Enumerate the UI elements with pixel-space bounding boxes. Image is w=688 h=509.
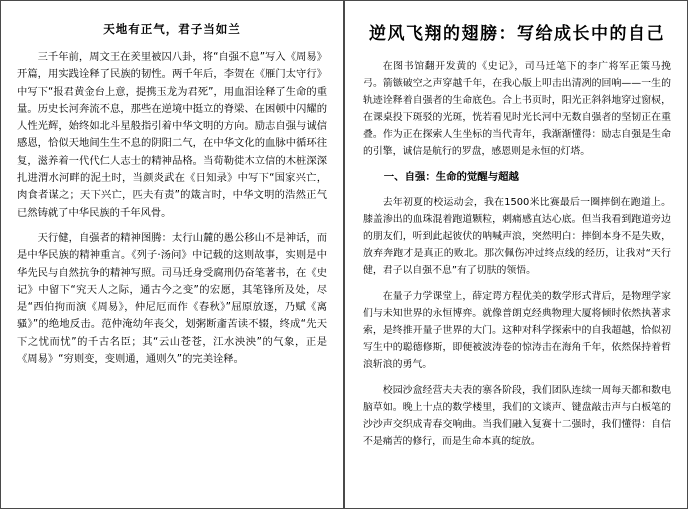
right-paragraph-2: 去年初夏的校运动会，我在1500米比赛最后一圈摔倒在跑道上。膝盖渗出的血珠混着跑道颗粒，刺痛感直达心底。但当我看到跑道旁边的朋友们，听到此起彼伏的呐喊声浪，突然明白：摔倒本身不是失败，放弃奔跑才是真正的败北。那次佩伤冲过终点线的经历，让我对“天行健，君子以自强不息”有了切肤的领悟。 (363, 196, 671, 276)
right-paragraph-4: 校园沙盒经营夫夫表的寨各阶段，我们团队连续一周每天都和数电脑草如。晚上十点的数学楼里，我们的文谈声、键盘敲击声与白板笔的沙沙声交织成青春交响曲。当我们融入复赛十二强时，我们懂得：自信不是痛苦的修行，而是生命本真的绽放。 (363, 385, 671, 448)
left-article-title: 天地有正气，君子当如兰 (103, 22, 241, 36)
right-paragraph-3: 在量子力学课堂上，薛定谔方程优美的数学形式背后，是物理学家们与未知世界的永恒博弈。就像普朗克经典物理大厦将倾时依然执著求索，是终推开量子世界的大门。这种对科学探索中的自我超越，恰似初写生中的聪德修斯，即便被波涛卷的惊涛击在海角千年，依然保持着哲浪斩浪的勇气。 (363, 290, 671, 371)
right-section-heading: 一、自强：生命的觉醒与超越 (383, 171, 519, 184)
right-article-title: 逆风飞翔的翅膀：写给成长中的自己 (369, 24, 665, 44)
left-paragraph-2: 天行健，自强者的精神图腾：太行山麓的愚公移山不是神话，而是中华民族的精神重言。《列子·汤问》中记载的这则故事，实则是中华先民与自然抗争的精神写照。司马迁身受腐刑仍奋笔著书，在《史记》中留下“究天人之际，通古今之变”的宏愿，其笔锋所及处，尽是“西伯拘而演《周易》，仲尼厄而作《春秋》”屈原放逐，乃赋《离骚》”的绝地反击。范仲淹幼年丧父，划粥断齑苦读不辍，终成“先天下之忧而忧”的千古名臣；其“云山苍苍，江水泱泱”的气象，正是《周易》“穷则变，变则通，通则久”的完美诠释。 (17, 231, 327, 366)
right-paragraph-1: 在图书馆翻开发黄的《史记》，司马迁笔下的李广将军正策马挽弓。箭镞破空之声穿越千年，在我心版上叩击出清冽的回响——一生的轨迹诠释着自强者的生命底色。合上书页时，阳光正斜斜地穿过窗棂，在课桌投下斑驳的光斑，恍若看见时光长河中无数自强者的坚韧正在重叠。作为正在探索人生坐标的当代青年，我渐渐懂得：励志自强是生命的引擎，诚信是航行的罗盘，感恩则是永恒的灯塔。 (363, 61, 671, 158)
right-article-pane (344, 0, 688, 509)
left-paragraph-1: 三千年前，周文王在羑里被囚八卦，将“自强不息”写入《周易》开篇，用实践诠释了民族的韧性。两千年后，李贺在《雁门太守行》中写下“报君黄金台上意，提携玉龙为君死”，用血泪诠释了生命的重量。历史长河奔流不息，那些在逆境中挺立的脊梁、在困顿中闪耀的人性光辉，始终如北斗星般指引着中华文明的方向。励志自强与诚信感恩，恰似天地间生生不息的阴阳二气，在中华文化的血脉中循环往复，滋养着一代代仁人志士的精神品格。当荀勒徙木立信的木桩深深扎进渭水河畔的泥土时，当颜炎武在《日知录》中写下“国家兴亡，肉食者谋之；天下兴亡，匹夫有责”的箴言时，中华文明的浩然正气已然铸就了中华民族的千年风骨。 (17, 51, 327, 219)
